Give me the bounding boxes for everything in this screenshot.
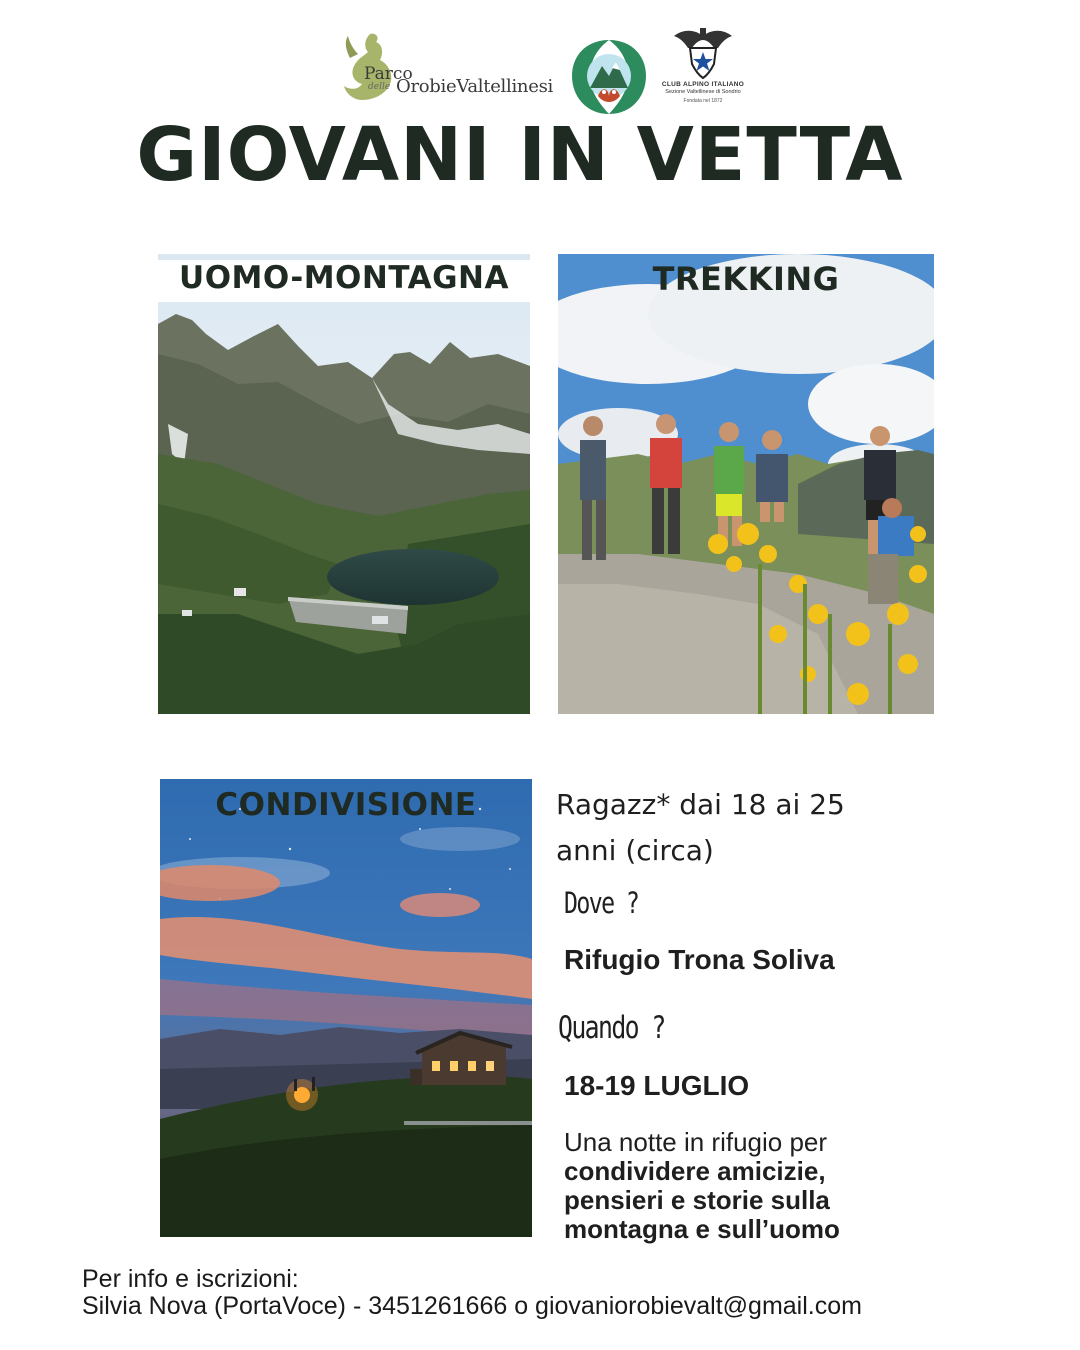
- cai-founded: Fondata nel 1872: [683, 98, 723, 104]
- contact-heading: Per info e iscrizioni:: [82, 1265, 299, 1293]
- contact-footer: [82, 1266, 1062, 1320]
- parco-orobie-logo: [340, 30, 560, 110]
- when-question: Quando ?: [558, 1010, 665, 1046]
- photo-uomo-montagna: [158, 254, 530, 714]
- description-bold: condividere amicizie, pensieri e storie sulla montagna e sull’uomo: [564, 1156, 840, 1244]
- parco-word: Parco: [364, 64, 413, 84]
- cai-name: CLUB ALPINO ITALIANO: [661, 81, 745, 88]
- photo-label-trekking: TREKKING: [652, 260, 840, 298]
- cai-section: Sezione Valtellinese di Sondrio: [665, 89, 741, 95]
- where-answer: Rifugio Trona Soliva: [564, 944, 835, 975]
- photo-trekking: [558, 254, 934, 714]
- photo-label-uomo-montagna: UOMO-MONTAGNA: [158, 260, 530, 302]
- photo-label-condivisione: CONDIVISIONE: [215, 787, 477, 823]
- mountain-round-logo: [568, 36, 650, 118]
- where-question: Dove ?: [564, 886, 639, 920]
- contact-details: Silvia Nova (PortaVoce) - 3451261666 o giovaniorobievalt@gmail.com: [82, 1292, 862, 1320]
- age-range-text: Ragazz* dai 18 ai 25 anni (circa): [556, 788, 845, 867]
- logo-bar: [0, 22, 1080, 112]
- parco-orobie-name: OrobieValtellinesi: [396, 76, 553, 97]
- when-answer: 18-19 LUGLIO: [564, 1070, 750, 1101]
- photo-condivisione: [160, 779, 532, 1237]
- description-intro: Una notte in rifugio per: [564, 1127, 828, 1157]
- mountain-lake-image: [158, 254, 530, 714]
- event-description: [564, 1128, 924, 1244]
- refuge-sunset-image: [160, 779, 532, 1237]
- cai-logo: [660, 26, 746, 122]
- page-title: GIOVANI IN VETTA: [136, 112, 904, 198]
- trekking-group-image: [558, 254, 934, 714]
- eagle-star-icon: [660, 26, 746, 80]
- parco-delle: delle: [368, 82, 391, 92]
